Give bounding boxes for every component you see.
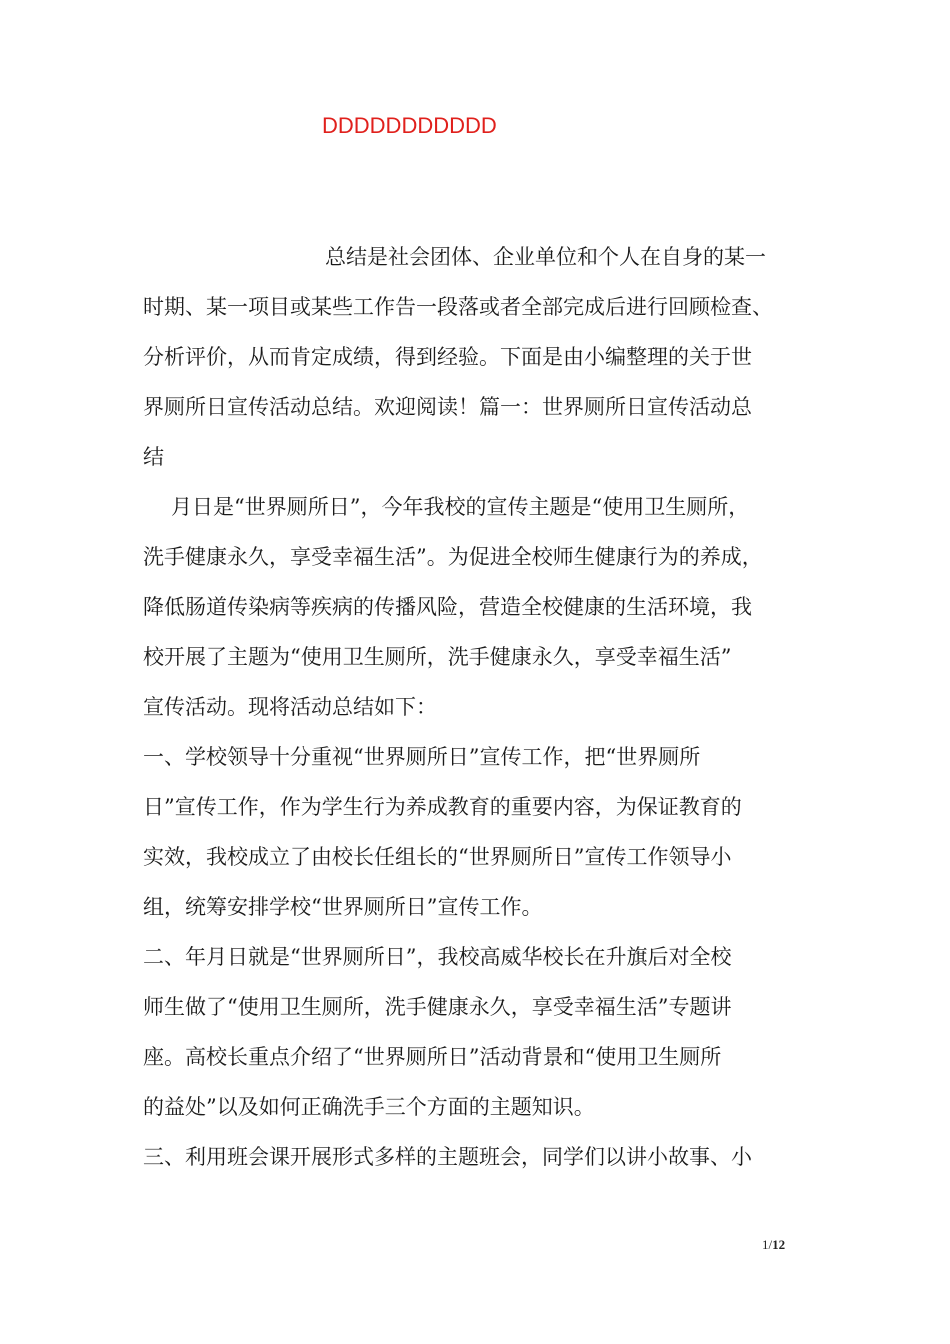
paragraph-line: 分析评价，从而肯定成绩，得到经验。下面是由小编整理的关于世 xyxy=(143,345,752,369)
paragraph-line: 实效，我校成立了由校长任组长的“世界厕所日”宣传工作领导小 xyxy=(143,845,732,869)
header-mark: DDDDDDDDDDD xyxy=(322,113,497,138)
paragraph-line: 洗手健康永久，享受幸福生活”。为促进全校师生健康行为的养成， xyxy=(143,545,763,569)
paragraph-line: 一、学校领导十分重视“世界厕所日”宣传工作，把“世界厕所 xyxy=(143,745,701,769)
paragraph-line: 总结是社会团体、企业单位和个人在自身的某一 xyxy=(325,245,766,269)
paragraph-line: 宣传活动。现将活动总结如下： xyxy=(143,695,437,719)
paragraph-line: 师生做了“使用卫生厕所，洗手健康永久，享受幸福生活”专题讲 xyxy=(143,995,732,1019)
paragraph-line: 时期、某一项目或某些工作告一段落或者全部完成后进行回顾检查、 xyxy=(143,295,773,319)
paragraph-line: 界厕所日宣传活动总结。欢迎阅读！篇一：世界厕所日宣传活动总 xyxy=(143,395,752,419)
paragraph-line: 二、年月日就是“世界厕所日”，我校高威华校长在升旗后对全校 xyxy=(143,945,732,969)
paragraph-line: 座。高校长重点介绍了“世界厕所日”活动背景和“使用卫生厕所 xyxy=(143,1045,722,1069)
paragraph-line: 降低肠道传染病等疾病的传播风险，营造全校健康的生活环境，我 xyxy=(143,595,752,619)
paragraph-line: 的益处”以及如何正确洗手三个方面的主题知识。 xyxy=(143,1095,595,1119)
paragraph-line: 三、利用班会课开展形式多样的主题班会，同学们以讲小故事、小 xyxy=(143,1145,752,1169)
page-total: 12 xyxy=(772,1237,786,1252)
paragraph-line: 日”宣传工作，作为学生行为养成教育的重要内容，为保证教育的 xyxy=(143,795,742,819)
page-number xyxy=(762,1237,785,1253)
paragraph-line: 结 xyxy=(143,445,164,469)
paragraph-line: 组，统筹安排学校“世界厕所日”宣传工作。 xyxy=(143,895,543,919)
page-current: 1/ xyxy=(762,1237,773,1252)
paragraph-line: 校开展了主题为“使用卫生厕所，洗手健康永久，享受幸福生活” xyxy=(143,645,732,669)
paragraph-line: 月日是“世界厕所日”，今年我校的宣传主题是“使用卫生厕所， xyxy=(171,495,750,519)
body-text xyxy=(143,232,823,1182)
